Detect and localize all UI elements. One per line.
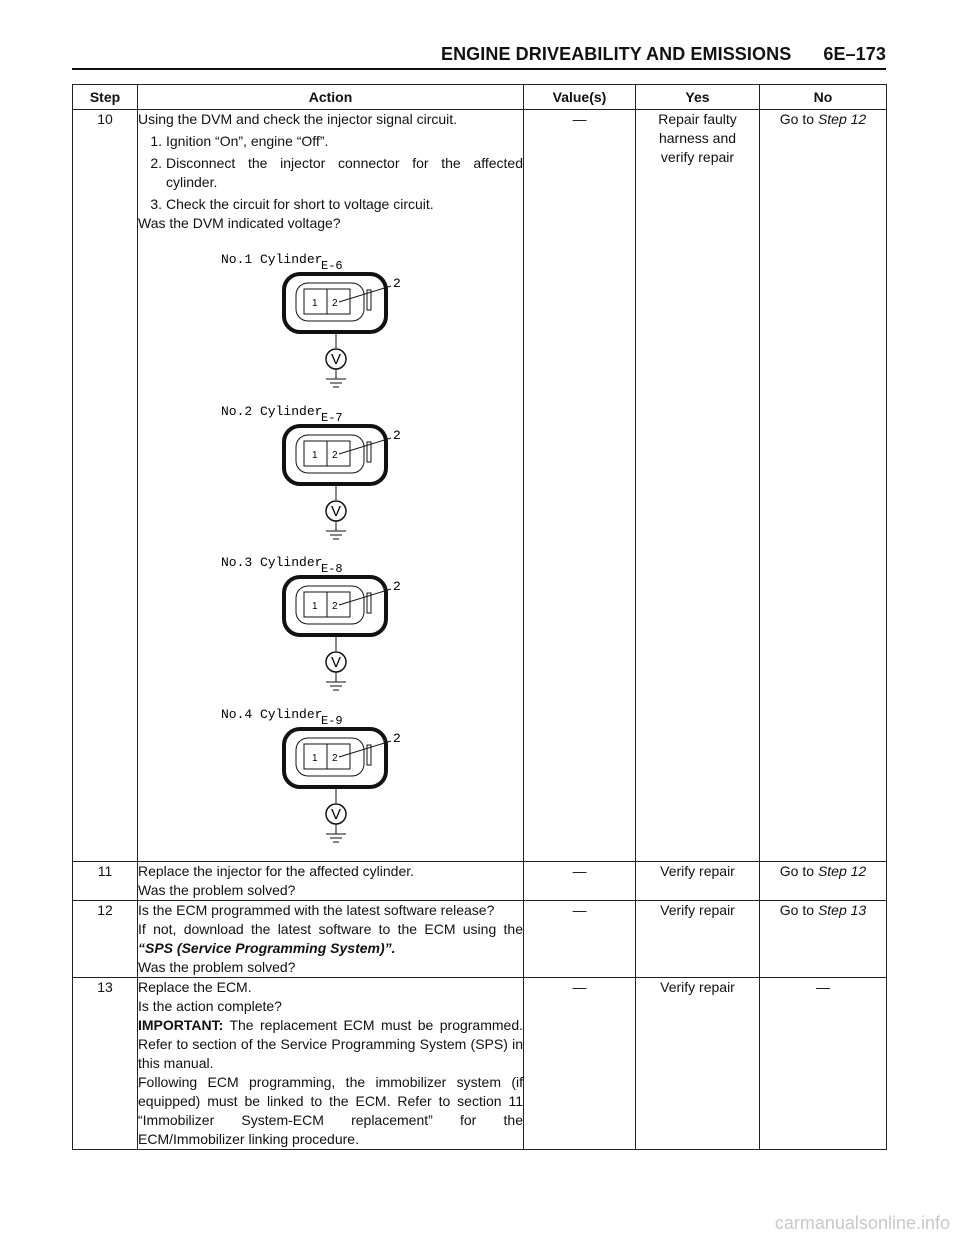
column-header-yes: Yes [636, 85, 760, 110]
pin-2: 2 [332, 450, 338, 461]
value-cell: — [524, 110, 636, 862]
cylinder-2-diagram [221, 404, 401, 539]
voltmeter-symbol: V [330, 806, 342, 823]
table-row [73, 110, 887, 862]
table-row [73, 901, 887, 978]
list-item: 1. Ignition “On”, engine “Off”. [150, 133, 329, 149]
injector-circuit-diagram [138, 239, 508, 861]
action-question: Was the DVM indicated voltage? [138, 215, 341, 231]
section-title: ENGINE DRIVEABILITY AND EMISSIONS [440, 44, 792, 64]
probe-lead [339, 438, 391, 454]
no-cell: Go to Step 12 [760, 110, 887, 862]
step-number: 13 [73, 978, 138, 1150]
column-header-no: No [760, 85, 887, 110]
step-reference: Step 12 [817, 111, 867, 127]
step-reference: Step 12 [817, 863, 867, 879]
pin-1: 1 [312, 298, 318, 309]
diagnostic-table [72, 84, 887, 1150]
cylinder-label: No.4 Cylinder [221, 707, 323, 722]
action-cell [138, 110, 524, 862]
no-cell: — [760, 978, 887, 1150]
probe-lead [339, 741, 391, 757]
watermark: carmanualsonline.info [774, 1213, 950, 1233]
yes-cell: Repair faulty harness and verify repair [636, 110, 760, 862]
step-reference: Step 13 [817, 902, 867, 918]
connector-code: E-7 [321, 411, 343, 425]
probe-lead [339, 286, 391, 302]
pin-2: 2 [332, 753, 338, 764]
yes-cell: Verify repair [636, 862, 760, 901]
header-rule [72, 68, 886, 70]
cylinder-label: No.1 Cylinder [221, 252, 323, 267]
connector-code: E-9 [321, 714, 343, 728]
probe-lead [339, 589, 391, 605]
column-header-values: Value(s) [524, 85, 636, 110]
sps-reference: “SPS (Service Programming System)”. [138, 940, 396, 956]
pin-1: 1 [312, 753, 318, 764]
value-cell: — [524, 862, 636, 901]
connector-code: E-8 [321, 562, 343, 576]
table-row [73, 978, 887, 1150]
list-item: 2. Disconnect the injector connector for the affected cylinder. [150, 155, 523, 190]
cylinder-1-diagram [221, 252, 401, 387]
page-header [72, 40, 886, 70]
page-title [441, 44, 886, 65]
step-number: 11 [73, 862, 138, 901]
action-cell: Replace the injector for the affected cylinder. Was the problem solved? [138, 862, 524, 901]
pin-1: 1 [312, 601, 318, 612]
step-number: 12 [73, 901, 138, 978]
value-cell: — [524, 901, 636, 978]
lead-pin-label: 2 [393, 731, 401, 746]
lead-pin-label: 2 [393, 579, 401, 594]
yes-cell: Verify repair [636, 978, 760, 1150]
lead-pin-label: 2 [393, 428, 401, 443]
column-header-step: Step [73, 85, 138, 110]
voltmeter-symbol: V [330, 503, 342, 520]
pin-1: 1 [312, 450, 318, 461]
voltmeter-symbol: V [330, 351, 342, 368]
cylinder-label: No.3 Cylinder [221, 555, 323, 570]
lead-pin-label: 2 [393, 276, 401, 291]
table-row [73, 862, 887, 901]
step-number: 10 [73, 110, 138, 862]
value-cell: — [524, 978, 636, 1150]
yes-cell: Verify repair [636, 901, 760, 978]
action-cell: Is the ECM programmed with the latest software release? If not, download the latest software to the ECM using the “SPS (Service Programming System)”. Was the problem solved? [138, 901, 524, 978]
page-number: 6E–173 [823, 44, 886, 64]
no-cell: Go to Step 13 [760, 901, 887, 978]
connector-code: E-6 [321, 259, 343, 273]
cylinder-label: No.2 Cylinder [221, 404, 323, 419]
voltmeter-symbol: V [330, 654, 342, 671]
important-label: IMPORTANT: [138, 1017, 224, 1033]
table-header-row [73, 85, 887, 110]
column-header-action: Action [138, 85, 524, 110]
pin-2: 2 [332, 298, 338, 309]
no-cell: Go to Step 12 [760, 862, 887, 901]
action-intro: Using the DVM and check the injector signal circuit. [138, 111, 458, 127]
list-item: 3. Check the circuit for short to voltage circuit. [150, 196, 434, 212]
action-cell: Replace the ECM. Is the action complete? IMPORTANT: The replacement ECM must be programmed. Refer to section of the Service Programming System (SPS) in this manual. Following ECM programming, the immobilizer system (if equipped) must be linked to the ECM. Refer to section 11 “Immobilizer System-ECM replacement” for the ECM/Immobilizer linking procedure. [138, 978, 524, 1150]
cylinder-4-diagram [221, 707, 401, 842]
cylinder-3-diagram [221, 555, 401, 690]
pin-2: 2 [332, 601, 338, 612]
